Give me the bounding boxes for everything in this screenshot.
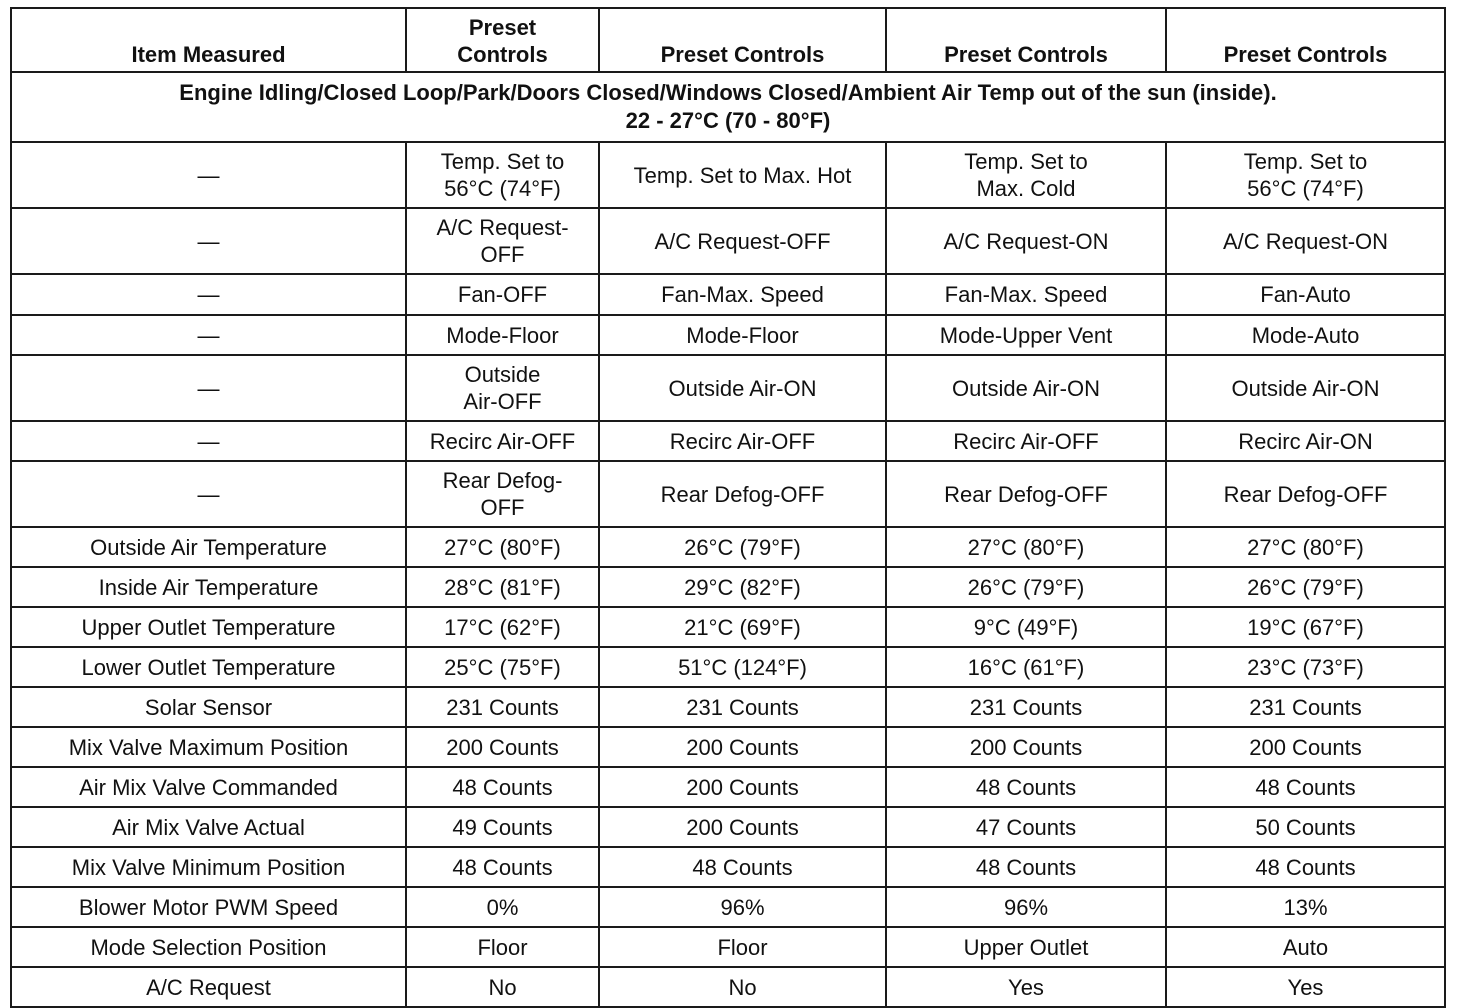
preset-value-cell: 26°C (79°F) — [886, 567, 1166, 607]
preset-value-cell: Fan-Auto — [1166, 274, 1445, 315]
table-row — [11, 607, 1445, 647]
table-row — [11, 142, 1445, 208]
table-row — [11, 315, 1445, 355]
item-measured-cell: — — [11, 355, 406, 421]
header-item-measured: Item Measured — [11, 8, 406, 72]
preset-value-cell: 23°C (73°F) — [1166, 647, 1445, 687]
preset-value-cell: 231 Counts — [1166, 687, 1445, 727]
preset-value-cell: Auto — [1166, 927, 1445, 967]
table-row — [11, 807, 1445, 847]
preset-value-cell: Recirc Air-ON — [1166, 421, 1445, 461]
preset-value-cell: Yes — [1166, 967, 1445, 1007]
table-row — [11, 421, 1445, 461]
header-row — [11, 8, 1445, 72]
preset-value-cell: 48 Counts — [886, 767, 1166, 807]
condition-cell — [11, 72, 1445, 142]
preset-value-cell: Mode-Floor — [599, 315, 886, 355]
preset-value-cell: A/C Request-OFF — [406, 208, 599, 274]
preset-value-cell: 47 Counts — [886, 807, 1166, 847]
table-row — [11, 647, 1445, 687]
preset-value-cell: Upper Outlet — [886, 927, 1166, 967]
preset-value-cell: 200 Counts — [886, 727, 1166, 767]
item-measured-cell: Mode Selection Position — [11, 927, 406, 967]
preset-value-cell: Rear Defog-OFF — [406, 461, 599, 527]
hvac-data-table — [10, 7, 1446, 1008]
header-preset-controls-3: Preset Controls — [886, 8, 1166, 72]
table-row — [11, 208, 1445, 274]
preset-value-cell: 200 Counts — [1166, 727, 1445, 767]
preset-value-cell: 96% — [886, 887, 1166, 927]
preset-value-cell: Outside Air-ON — [599, 355, 886, 421]
preset-value-cell: 48 Counts — [1166, 847, 1445, 887]
preset-value-cell: Recirc Air-OFF — [406, 421, 599, 461]
preset-value-cell: 17°C (62°F) — [406, 607, 599, 647]
preset-value-cell: 231 Counts — [886, 687, 1166, 727]
preset-value-cell: A/C Request-OFF — [599, 208, 886, 274]
table-row — [11, 927, 1445, 967]
preset-value-cell: Outside Air-ON — [886, 355, 1166, 421]
table-row — [11, 887, 1445, 927]
item-measured-cell: Lower Outlet Temperature — [11, 647, 406, 687]
preset-value-cell: Recirc Air-OFF — [599, 421, 886, 461]
preset-value-cell: 200 Counts — [599, 727, 886, 767]
preset-value-cell: 16°C (61°F) — [886, 647, 1166, 687]
preset-value-cell: Floor — [406, 927, 599, 967]
item-measured-cell: — — [11, 461, 406, 527]
item-measured-cell: Outside Air Temperature — [11, 527, 406, 567]
item-measured-cell: — — [11, 315, 406, 355]
preset-value-cell: No — [599, 967, 886, 1007]
preset-value-cell: Rear Defog-OFF — [886, 461, 1166, 527]
condition-row — [11, 72, 1445, 142]
preset-value-cell: Mode-Upper Vent — [886, 315, 1166, 355]
table-row — [11, 274, 1445, 315]
preset-value-cell: 48 Counts — [599, 847, 886, 887]
preset-value-cell: 49 Counts — [406, 807, 599, 847]
preset-value-cell: 25°C (75°F) — [406, 647, 599, 687]
preset-value-cell: 27°C (80°F) — [406, 527, 599, 567]
preset-value-cell: 96% — [599, 887, 886, 927]
condition-line-2: 22 - 27°C (70 - 80°F) — [625, 108, 831, 133]
preset-value-cell: 200 Counts — [406, 727, 599, 767]
preset-value-cell: Floor — [599, 927, 886, 967]
preset-value-cell: 9°C (49°F) — [886, 607, 1166, 647]
preset-value-cell: Temp. Set to 56°C (74°F) — [406, 142, 599, 208]
condition-line-1: Engine Idling/Closed Loop/Park/Doors Closed/Windows Closed/Ambient Air Temp out of the sun (inside). — [179, 80, 1277, 105]
table-row — [11, 967, 1445, 1007]
preset-value-cell: Outside Air-ON — [1166, 355, 1445, 421]
preset-value-cell: Mode-Floor — [406, 315, 599, 355]
header-preset-controls-4: Preset Controls — [1166, 8, 1445, 72]
item-measured-cell: A/C Request — [11, 967, 406, 1007]
preset-value-cell: Fan-Max. Speed — [599, 274, 886, 315]
table-row — [11, 847, 1445, 887]
preset-value-cell: 26°C (79°F) — [599, 527, 886, 567]
preset-value-cell: A/C Request-ON — [886, 208, 1166, 274]
preset-value-cell: 19°C (67°F) — [1166, 607, 1445, 647]
table-row — [11, 461, 1445, 527]
item-measured-cell: Upper Outlet Temperature — [11, 607, 406, 647]
preset-value-cell: 27°C (80°F) — [1166, 527, 1445, 567]
preset-value-cell: 13% — [1166, 887, 1445, 927]
preset-value-cell: 50 Counts — [1166, 807, 1445, 847]
preset-value-cell: 27°C (80°F) — [886, 527, 1166, 567]
preset-value-cell: 48 Counts — [1166, 767, 1445, 807]
preset-value-cell: Temp. Set to Max. Hot — [599, 142, 886, 208]
table-row — [11, 355, 1445, 421]
item-measured-cell: Blower Motor PWM Speed — [11, 887, 406, 927]
item-measured-cell: — — [11, 142, 406, 208]
preset-value-cell: 48 Counts — [406, 847, 599, 887]
item-measured-cell: — — [11, 421, 406, 461]
preset-value-cell: Fan-OFF — [406, 274, 599, 315]
preset-value-cell: Recirc Air-OFF — [886, 421, 1166, 461]
header-preset-controls-1: Preset Controls — [406, 8, 599, 72]
preset-value-cell: 48 Counts — [886, 847, 1166, 887]
preset-value-cell: 200 Counts — [599, 807, 886, 847]
preset-value-cell: A/C Request-ON — [1166, 208, 1445, 274]
item-measured-cell: Air Mix Valve Actual — [11, 807, 406, 847]
preset-value-cell: Rear Defog-OFF — [599, 461, 886, 527]
preset-value-cell: 21°C (69°F) — [599, 607, 886, 647]
table-row — [11, 767, 1445, 807]
preset-value-cell: Rear Defog-OFF — [1166, 461, 1445, 527]
preset-value-cell: 0% — [406, 887, 599, 927]
preset-value-cell: 26°C (79°F) — [1166, 567, 1445, 607]
preset-value-cell: 231 Counts — [406, 687, 599, 727]
table-row — [11, 567, 1445, 607]
preset-value-cell: 51°C (124°F) — [599, 647, 886, 687]
item-measured-cell: Mix Valve Minimum Position — [11, 847, 406, 887]
preset-value-cell: Temp. Set to Max. Cold — [886, 142, 1166, 208]
item-measured-cell: Air Mix Valve Commanded — [11, 767, 406, 807]
preset-value-cell: 200 Counts — [599, 767, 886, 807]
item-measured-cell: Solar Sensor — [11, 687, 406, 727]
item-measured-cell: Inside Air Temperature — [11, 567, 406, 607]
preset-value-cell: 48 Counts — [406, 767, 599, 807]
table-row — [11, 727, 1445, 767]
item-measured-cell: — — [11, 274, 406, 315]
item-measured-cell: — — [11, 208, 406, 274]
table-row — [11, 687, 1445, 727]
preset-value-cell: Fan-Max. Speed — [886, 274, 1166, 315]
preset-value-cell: Outside Air-OFF — [406, 355, 599, 421]
item-measured-cell: Mix Valve Maximum Position — [11, 727, 406, 767]
preset-value-cell: No — [406, 967, 599, 1007]
preset-value-cell: Mode-Auto — [1166, 315, 1445, 355]
table-row — [11, 527, 1445, 567]
preset-value-cell: 231 Counts — [599, 687, 886, 727]
preset-value-cell: 28°C (81°F) — [406, 567, 599, 607]
preset-value-cell: Temp. Set to 56°C (74°F) — [1166, 142, 1445, 208]
preset-value-cell: 29°C (82°F) — [599, 567, 886, 607]
preset-value-cell: Yes — [886, 967, 1166, 1007]
header-preset-controls-2: Preset Controls — [599, 8, 886, 72]
